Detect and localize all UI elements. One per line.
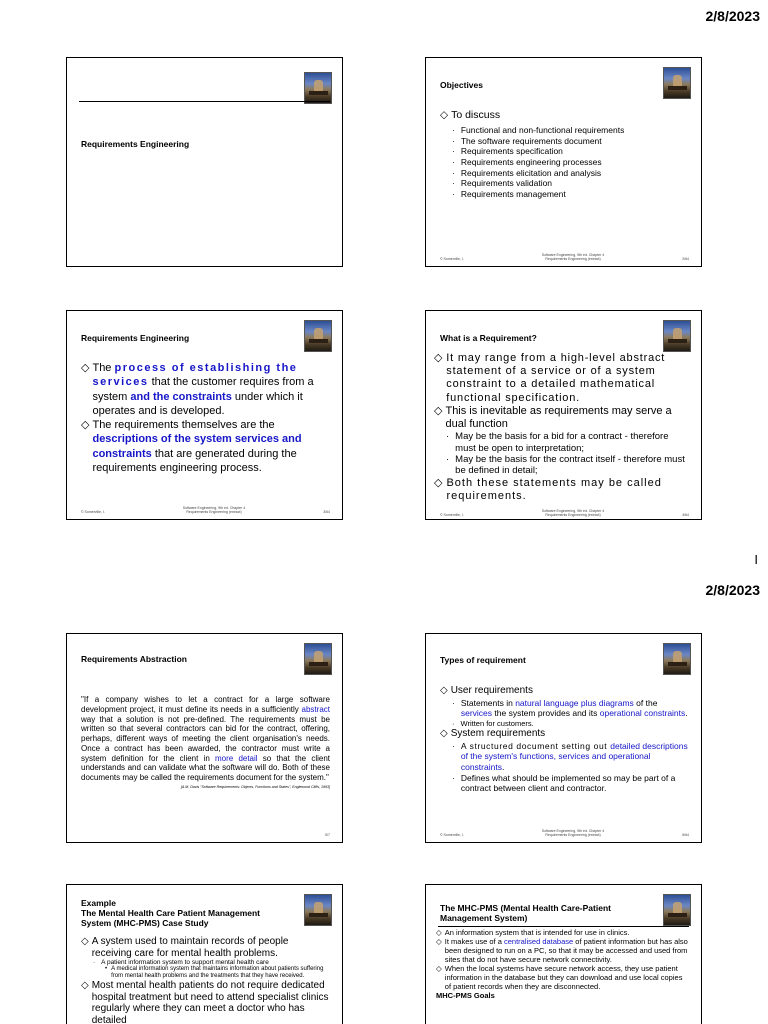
list-item: · A structured document setting out detailed descriptions of the system's functions, services and operational constraints.	[452, 740, 688, 772]
slide-thumbnail-image	[304, 643, 332, 675]
list-item: · Functional and non-functional requirements	[452, 125, 625, 136]
list-item: · Statements in natural language plus diagrams of the services the system provides and its operational constraints.	[452, 697, 688, 719]
slide-body	[436, 928, 689, 1000]
slide-title: What is a Requirement?	[440, 333, 537, 343]
slide-body	[440, 685, 689, 794]
page-date: 2/8/2023	[705, 8, 760, 24]
bullet-item: ◇ A system used to maintain records of people receiving care for mental health problems.	[81, 936, 289, 959]
quote-text: "If a company wishes to let a contract for a large software development project, it must define its needs in a sufficiently abstract way that a solution is not pre-defined. The requirements must be written so that several contractors can bid for the contract, offering, perhaps, different ways of meeting the client organisation's needs. Once a contract has been awarded, the contractor must write a system definition for the client in more detail so that the client understands and can validate what the software will do. Both of these documents may be called the requirements document for the system."	[81, 695, 331, 782]
diamond-bullet-icon: ◇	[81, 362, 90, 374]
slide-title: The MHC-PMS (Mental Health Care-Patient Management System)	[440, 903, 611, 924]
list-item: · Written for customers.	[452, 718, 534, 728]
section-heading: MHC-PMS Goals	[436, 991, 495, 1000]
bullet-item: ◇ To discuss	[440, 109, 501, 121]
slide-thumbnail-image	[663, 894, 691, 926]
bullet-item: ◇ It makes use of a centralised database of patient information but has also been designed to run on a PC, so that it may be accessed and used from sites that do not have secure network connectivity.	[436, 937, 688, 964]
diamond-bullet-icon: ◇	[440, 728, 448, 740]
bullet-item: ◇ An information system that is intended for use in clinics.	[436, 928, 630, 937]
list-item: · A patient information system to support mental health care	[93, 959, 269, 966]
diamond-bullet-icon: ◇	[436, 928, 442, 937]
slide-2	[425, 57, 702, 267]
list-item: · Requirements engineering processes	[452, 157, 602, 167]
diamond-bullet-icon: ◇	[81, 419, 90, 432]
slide-8	[425, 884, 702, 1024]
diamond-bullet-icon: ◇	[81, 936, 89, 947]
slide-thumbnail-image	[304, 320, 332, 352]
slide-thumbnail-image	[663, 67, 691, 99]
slide-body	[434, 352, 689, 503]
slide-body	[81, 695, 330, 789]
slide-3	[66, 310, 343, 520]
slide-body	[81, 936, 330, 1024]
slide-6	[425, 633, 702, 843]
slide-title: Requirements Abstraction	[81, 654, 187, 664]
list-item: · Requirements specification	[452, 146, 563, 157]
slide-thumbnail-image	[663, 643, 691, 675]
list-item: · Requirements management	[452, 188, 566, 199]
diamond-bullet-icon: ◇	[434, 476, 444, 489]
slide-thumbnail-image	[304, 72, 332, 104]
slide-divider	[438, 926, 689, 927]
list-item: · May be the basis for a bid for a contract - therefore must be open to interpretation;	[446, 431, 669, 454]
bullet-item: ◇ System requirements	[440, 728, 546, 740]
slide-title: Requirements Engineering	[81, 139, 190, 149]
slide-footer: 5/7	[325, 833, 330, 837]
slide-title: Types of requirement	[440, 655, 526, 665]
bullet-item: ◇ The requirements themselves are the descriptions of the system services and constraints that are generated during the requirements engineering process.	[81, 419, 302, 475]
slide-4	[425, 310, 702, 520]
list-item: · May be the basis for the contract itself - therefore must be defined in detail;	[446, 453, 685, 477]
page-marker: I	[754, 552, 758, 567]
page-date: 2/8/2023	[705, 582, 760, 598]
bullet-item: ◇ When the local systems have secure network access, they use patient information in the database but they can download and use local copies of patient records when they are disconnected.	[436, 964, 683, 991]
diamond-bullet-icon: ◇	[81, 980, 89, 992]
list-item: · Requirements elicitation and analysis	[452, 167, 602, 178]
diamond-bullet-icon: ◇	[434, 404, 443, 417]
slide-footer: © Somerville, I. Software Engineering, 9th ed. Chapter 4 Requirements Engineering (extract) 3/64	[81, 506, 330, 514]
slide-footer: © Somerville, I. Software Engineering, 9th ed. Chapter 4 Requirements Engineering (extract) 6/64	[440, 829, 689, 837]
slide-7	[66, 884, 343, 1024]
slide-1	[66, 57, 343, 267]
list-item: · Requirements validation	[452, 178, 553, 189]
slide-footer: © Somerville, I. Software Engineering, 9th ed. Chapter 4 Requirements Engineering (extract) 4/64	[440, 509, 689, 517]
bullet-item: ◇ User requirements	[440, 685, 533, 696]
slide-5	[66, 633, 343, 843]
slide-title: Requirements Engineering	[81, 333, 190, 343]
bullet-item: ◇ The process of establishing the services that the customer requires from a system and the constraints under which it operates and is developed.	[81, 362, 314, 417]
bullet-item: ◇ Most mental health patients do not require dedicated hospital treatment but need to attend specialist clinics regularly where they can meet a doctor who has detailed	[81, 980, 330, 1024]
diamond-bullet-icon: ◇	[440, 109, 449, 121]
slide-divider	[79, 101, 330, 102]
diamond-bullet-icon: ◇	[434, 352, 444, 364]
bullet-item: ◇ Both these statements may be called requirements.	[434, 476, 662, 502]
list-item: • A medical information system that maintains information about patients suffering from mental health problems and the treatments that they have received.	[105, 966, 324, 980]
bullet-item: ◇ This is inevitable as requirements may serve a dual function	[434, 404, 672, 430]
diamond-bullet-icon: ◇	[436, 937, 442, 946]
slide-title: Objectives	[440, 80, 483, 90]
list-item: · Defines what should be implemented so may be part of a contract between client and contractor.	[452, 772, 676, 794]
citation: [A.M. Davis "Software Requirements: Objects, Functions and States", Englewood Cliffs, 1993]	[180, 784, 330, 789]
slide-body	[440, 109, 689, 200]
bullet-item: ◇ It may range from a high-level abstract statement of a service or of a system constraint to a detailed mathematical functional specification.	[434, 352, 666, 404]
slide-thumbnail-image	[663, 320, 691, 352]
slide-thumbnail-image	[304, 894, 332, 926]
slide-title: Example The Mental Health Care Patient Management System (MHC-PMS) Case Study	[81, 898, 261, 929]
slide-footer: © Somerville, I. Software Engineering, 9th ed. Chapter 4 Requirements Engineering (extract) 2/64	[440, 253, 689, 261]
list-item: · The software requirements document	[452, 135, 602, 146]
slide-body	[81, 361, 330, 475]
diamond-bullet-icon: ◇	[436, 964, 442, 973]
diamond-bullet-icon: ◇	[440, 685, 448, 696]
